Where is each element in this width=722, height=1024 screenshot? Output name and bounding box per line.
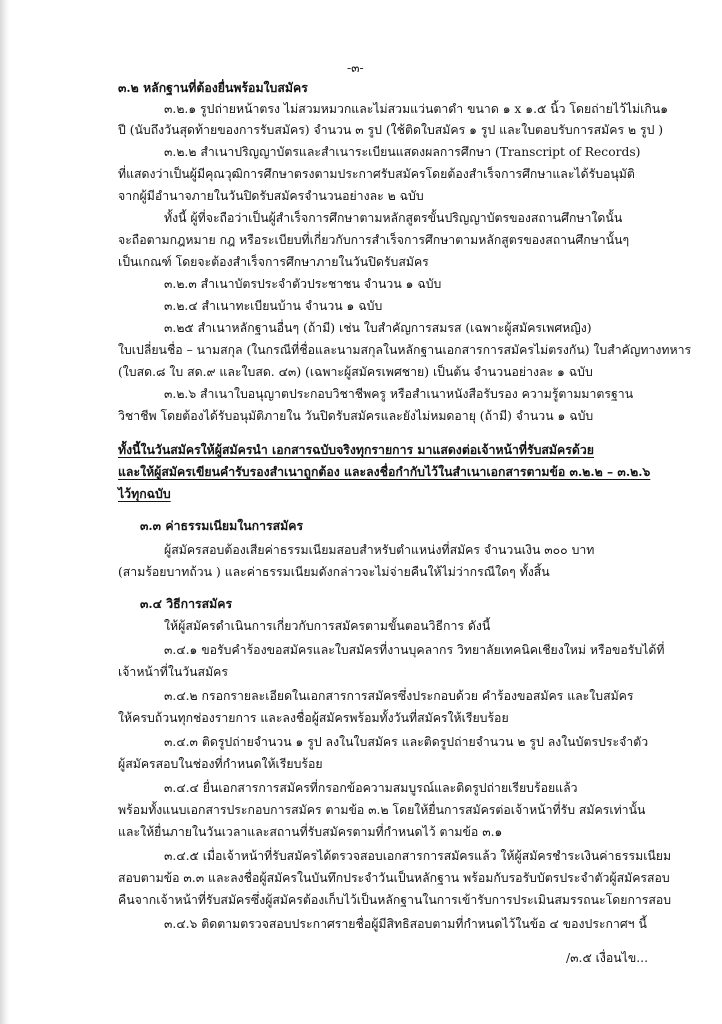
body-line: ๓.๔.๔ ยื่นเอกสารการสมัครที่กรอกข้อความสมบูรณ์และติดรูปถ่ายเรียบร้อยแล้ว	[164, 781, 578, 795]
body-line: ๓.๔.๑ ขอรับคำร้องขอสมัครและใบสมัครที่งานบุคลากร วิทยาลัยเทคนิคเชียงใหม่ หรือขอรับได้ที่	[164, 643, 665, 657]
body-line: เจ้าหน้าที่ในวันสมัคร	[118, 665, 228, 679]
body-line: จะถือตามกฎหมาย กฎ หรือระเบียบที่เกี่ยวกับการสำเร็จการศึกษาตามหลักสูตรของสถานศึกษานั้นๆ	[118, 233, 630, 247]
body-line: ๓.๔.๖ ติดตามตรวจสอบประกาศรายชื่อผู้มีสิทธิสอบตามที่กำหนดไว้ในข้อ ๔ ของประกาศฯ นี้	[164, 917, 647, 931]
body-line: ๓.๒๕ สำเนาหลักฐานอื่นๆ (ถ้ามี) เช่น ใบสำคัญการสมรส (เฉพาะผู้สมัครเพศหญิง)	[164, 321, 592, 335]
notice-emphasis-line: และให้ผู้สมัครเขียนคำรับรองสำเนาถูกต้อง และลงชื่อกำกับไว้ในสำเนาเอกสารตามข้อ ๓.๒.๒ – ๓.๒.๖	[118, 464, 651, 479]
body-line: ๓.๔.๒ กรอกรายละเอียดในเอกสารการสมัครซึ่งประกอบด้วย คำร้องขอสมัคร และใบสมัคร	[164, 689, 634, 703]
body-line: ให้ผู้สมัครดำเนินการเกี่ยวกับการสมัครตามขั้นตอนวิธีการ ดังนี้	[164, 619, 491, 633]
continuation-note: /๓.๕ เงื่อนไข...	[566, 951, 648, 965]
body-line: (ใบสด.๘ ใบ สด.๙ และใบสด. ๔๓) (เฉพาะผู้สมัครเพศชาย) เป็นต้น จำนวนอย่างละ ๑ ฉบับ	[118, 365, 593, 379]
body-line: ผู้สมัครสอบต้องเสียค่าธรรมเนียมสอบสำหรับตำแหน่งที่สมัคร จำนวนเงิน ๓๐๐ บาท	[164, 543, 595, 557]
body-line: ๓.๒.๔ สำเนาทะเบียนบ้าน จำนวน ๑ ฉบับ	[164, 299, 383, 313]
body-line: ทั้งนี้ ผู้ที่จะถือว่าเป็นผู้สำเร็จการศึกษาตามหลักสูตรขั้นปริญญาบัตรของสถานศึกษาใดนั้น	[164, 211, 623, 225]
body-line: ๓.๒.๒ สำเนาปริญญาบัตรและสำเนาระเบียนแสดงผลการศึกษา (Transcript of Records)	[164, 145, 641, 159]
body-line: ใบเปลี่ยนชื่อ – นามสกุล (ในกรณีที่ชื่อและนามสกุลในหลักฐานเอกสารการสมัครไม่ตรงกัน) ใบสำคัญทางทหาร	[118, 343, 692, 357]
body-line: ๓.๒.๑ รูปถ่ายหน้าตรง ไม่สวมหมวกและไม่สวมแว่นตาดำ ขนาด ๑ x ๑.๕ นิ้ว โดยถ่ายไว้ไม่เกิน๑	[164, 102, 669, 116]
body-line: ๓.๔.๕ เมื่อเจ้าหน้าที่รับสมัครได้ตรวจสอบเอกสารการสมัครแล้ว ให้ผู้สมัครชำระเงินค่าธรรมเนียม	[164, 849, 672, 863]
body-line: ๓.๒.๖ สำเนาใบอนุญาตประกอบวิชาชีพครู หรือสำเนาหนังสือรับรอง ความรู้ตามมาตรฐาน	[164, 387, 634, 401]
body-line: ปี (นับถึงวันสุดท้ายของการรับสมัคร) จำนวน ๓ รูป (ใช้ติดใบสมัคร ๑ รูป และใบตอบรับการสมัคร ๒ รูป )	[118, 123, 664, 137]
body-line: ๓.๒.๓ สำเนาบัตรประจำตัวประชาชน จำนวน ๑ ฉบับ	[164, 277, 442, 291]
section-heading-3-4: ๓.๔ วิธีการสมัคร	[140, 596, 233, 611]
body-line: ๓.๔.๓ ติดรูปถ่ายจำนวน ๑ รูป ลงในใบสมัคร และติดรูปถ่ายจำนวน ๒ รูป ลงในบัตรประจำตัว	[164, 735, 649, 749]
section-heading-3-2: ๓.๒ หลักฐานที่ต้องยื่นพร้อมใบสมัคร	[118, 80, 308, 95]
notice-emphasis-line: ทั้งนี้ในวันสมัครให้ผู้สมัครนำ เอกสารฉบับจริงทุกรายการ มาแสดงต่อเจ้าหน้าที่รับสมัครด้วย	[118, 442, 594, 457]
body-line: ให้ครบถ้วนทุกช่องรายการ และลงชื่อผู้สมัครพร้อมทั้งวันที่สมัครให้เรียบร้อย	[118, 711, 509, 725]
scan-edge-shadow	[0, 0, 10, 1024]
section-heading-3-3: ๓.๓ ค่าธรรมเนียมในการสมัคร	[140, 518, 304, 533]
body-line: ผู้สมัครสอบในช่องที่กำหนดให้เรียบร้อย	[118, 757, 323, 771]
body-line: สอบตามข้อ ๓.๓ และลงชื่อผู้สมัครในบันทึกประจำวันเป็นหลักฐาน พร้อมกับรอรับบัตรประจำตัวผู้สมัครสอบ	[118, 871, 670, 885]
body-line: (สามร้อยบาทถ้วน ) และค่าธรรมเนียมดังกล่าวจะไม่จ่ายคืนให้ไม่ว่ากรณีใดๆ ทั้งสิ้น	[118, 565, 550, 579]
page-number: -๓-	[347, 61, 364, 75]
body-line: ที่แสดงว่าเป็นผู้มีคุณวุฒิการศึกษาตรงตามประกาศรับสมัครโดยต้องสำเร็จการศึกษาและได้รับอนุมัติ	[118, 167, 635, 181]
body-line: คืนจากเจ้าหน้าที่รับสมัครซึ่งผู้สมัครต้องเก็บไว้เป็นหลักฐานในการเข้ารับการประเมินสมรรถนะโดยการสอบ	[118, 893, 672, 907]
body-line: พร้อมทั้งแนบเอกสารประกอบการสมัคร ตามข้อ ๓.๒ โดยให้ยื่นการสมัครต่อเจ้าหน้าที่รับ สมัครเท่านั้น	[118, 803, 646, 817]
notice-emphasis-line: ไว้ทุกฉบับ	[118, 486, 171, 501]
body-line: และให้ยื่นภายในวันเวลาและสถานที่รับสมัครตามที่กำหนดไว้ ตามข้อ ๓.๑	[118, 825, 503, 839]
body-line: เป็นเกณฑ์ โดยจะต้องสำเร็จการศึกษาภายในวันปิดรับสมัคร	[118, 255, 429, 269]
body-line: จากผู้มีอำนาจภายในวันปิดรับสมัครจำนวนอย่างละ ๒ ฉบับ	[118, 189, 424, 203]
body-line: วิชาชีพ โดยต้องได้รับอนุมัติภายใน วันปิดรับสมัครและยังไม่หมดอายุ (ถ้ามี) จำนวน ๑ ฉบับ	[118, 409, 594, 423]
